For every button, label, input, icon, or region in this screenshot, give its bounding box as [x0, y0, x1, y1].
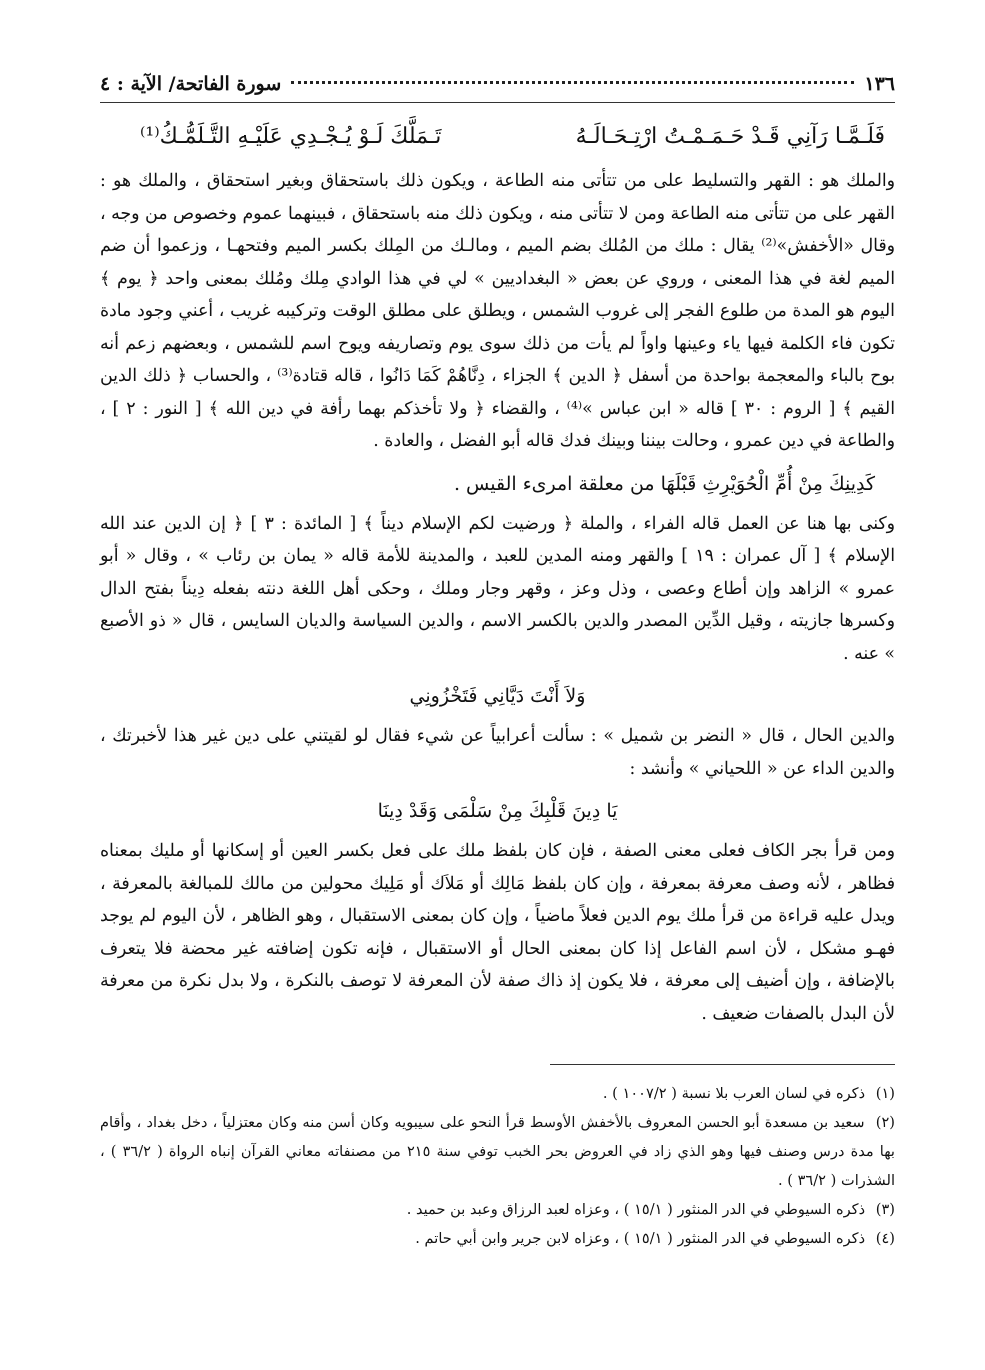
- footnote-number: (١): [875, 1085, 895, 1102]
- footnote-item: [100, 1108, 895, 1195]
- footnote-item: [100, 1195, 895, 1224]
- footnote-text: سعيد بن مسعدة أبو الحسن المعروف بالأخفش الأوسط قرأ النحو على سيبويه وكان أسن منه وكان معتزلياً ، دخل بغداد ، وأقام بها مدة درس وصنف فيها وهو الذي زاد في العروض بحر الخبب توفي سنة ٢١٥ من مصنفاته معاني القرآن إنباه الرواة ( ٣٦/٢ ) ، الشذرات ( ٣٦/٢ ) .: [100, 1114, 895, 1189]
- verse-first-hemistich: فَلَـمَّـا رَآنِي قَـدْ حَـمَـمْـتُ ارْتِـحَـالَـهُ: [575, 124, 885, 149]
- footnote-item: [100, 1079, 895, 1108]
- footnote-text: ذكره السيوطي في الدر المنثور ( ١٥/١ ) ، وعزاه لعبد الرزاق وعبد بن حميد .: [406, 1201, 866, 1218]
- body-paragraph-3: والدين الحال ، قال « النضر بن شميل » : سألت أعرابياً عن شيء فقال لو لقيتني على دين غير هذا لأخبرتك ، والدين الداء عن « اللحياني » وأنشد :: [100, 726, 895, 779]
- footnote-number: (٢): [875, 1114, 895, 1131]
- header-dot-leader: [291, 81, 854, 84]
- citation-verse-1: كَدِينِكَ مِنْ أُمِّ الْحُوَيْرِثِ قَبْلَهَا من معلقة امرىء القيس .: [453, 472, 875, 495]
- footnote-separator: [550, 1064, 895, 1065]
- page-number: ١٣٦: [864, 73, 895, 95]
- poetry-verse: [140, 117, 885, 157]
- sura-title: سورة الفاتحة/ الآية : ٤: [100, 73, 282, 95]
- body-paragraph-1: والملك هو : القهر والتسليط على من تتأتى منه الطاعة ، ويكون ذلك باستحقاق وبغير استحقاق ، والملك هو : القهر على من تتأتى منه الطاعة ومن لا تتأتى منه ، ويكون ذلك منه باستحقاق ، فبينهما عموم وخصوص من وجه ، وقال «الأخفش»⁽²⁾ يقال : ملك من المُلك بضم الميم ، ومالـك من المِلك بكسر الميم وفتحهـا ، وزعموا أن ضم الميم لغة في هذا المعنى ، وروي عن بعض « البغداديين » لي في هذا الوادي مِلك ومُلك بمعنى واحد ﴿ يوم ﴾ اليوم هو المدة من طلوع الفجر إلى غروب الشمس ، ويطلق على مطلق الوقت وتركيبه غريب ، أعني وجود مادة تكون فاء الكلمة فيها ياء وعينها واواً لم يأت من ذلك سوى يوم وتصاريفه ويوح اسم للشمس ، وبعضهم زعم أنه بوح بالباء والمعجمة بواحدة من أسفل ﴿ الدين ﴾ الجزاء ، دِنَّاهُمْ كَمَا دَانُوا ، قاله قتادة⁽³⁾ ، والحساب ﴿ ذلك الدين القيم ﴾ [ الروم : ٣٠ ] قاله « ابن عباس »⁽⁴⁾ ، والقضاء ﴿ ولا تأخذكم بهما رأفة في دين الله ﴾ [ النور : ٢ ] ، والطاعة في دين عمرو ، وحالت بيننا وبينك فدك قاله أبو الفضل ، والعادة .: [100, 171, 896, 451]
- footnote-text: ذكره السيوطي في الدر المنثور ( ١٥/١ ) ، وعزاه لابن جرير وابن أبي حاتم .: [415, 1230, 866, 1247]
- footnote-number: (٤): [875, 1230, 895, 1247]
- header-rule: [100, 102, 895, 103]
- citation-verse-3: يَا دِينَ قَلْبِكَ مِنْ سَلْمَى وَقَدْ دِينَا: [377, 800, 618, 822]
- footnote-text: ذكره في لسان العرب بلا نسبة ( ١٠٠٧/٢ ) .: [602, 1085, 866, 1102]
- running-header: [100, 70, 895, 98]
- footnotes: [100, 1079, 895, 1253]
- citation-verse-2: وَلاَ أَنْتَ دَيَّانِي فَتَخْزُونِي: [409, 685, 586, 707]
- footnote-number: (٣): [875, 1201, 895, 1218]
- verse-second-hemistich: تَـمَلَّكَ لَـوْ يُـجْـدِي عَلَيْـهِ التَّـلَمُّـكُ⁽¹⁾: [140, 124, 442, 149]
- body-paragraph-2: وكنى بها هنا عن العمل قاله الفراء ، والملة ﴿ ورضيت لكم الإسلام ديناً ﴾ [ المائدة : ٣ ] ﴿ إن الدين عند الله الإسلام ﴾ [ آل عمران : ١٩ ] والقهر ومنه المدين للعبد ، والمدينة للأمة قاله « يمان بن رئاب » ، وقال « أبو عمرو » الزاهد وإن أطاع وعصى ، وذل وعز ، وقهر وجار وملك ، وحكى أهل اللغة دنته بفعله دِيناً بفتح الدال وكسرها جازيته ، وقيل الدِّين المصدر والدين بالكسر الاسم ، والدين السياسة والديان السايس ، قال « ذو الأصبع » عنه .: [100, 513, 896, 664]
- body-paragraph-4: ومن قرأ بجر الكاف فعلى معنى الصفة ، فإن كان بلفظ ملك على فعل بكسر العين أو إسكانها أو مليك بمعناه فظاهر ، لأنه وصف معرفة بمعرفة ، وإن كان بلفظ مَالِك أو مَلاَك أو مَلِيك محولين من مالك للمبالغة بالمعرفة ، ويدل عليه قراءة من قرأ ملك يوم الدين فعلاً ماضياً ، وإن كان بمعنى الاستقبال ، وهو الظاهر ، لأن اليوم لم يوجد فهـو مشكل ، لأن اسم الفاعل إذا كان بمعنى الحال أو الاستقبال ، فإنه تكون إضافته غير محضة فلا يتعرف بالإضافة ، وإن أضيف إلى معرفة ، فلا يكون إذ ذاك صفة لأن المعرفة لا توصف بالنكرة ، ولا بدل نكرة من معرفة لأن البدل بالصفات ضعيف .: [100, 841, 895, 1024]
- footnote-item: [100, 1224, 895, 1253]
